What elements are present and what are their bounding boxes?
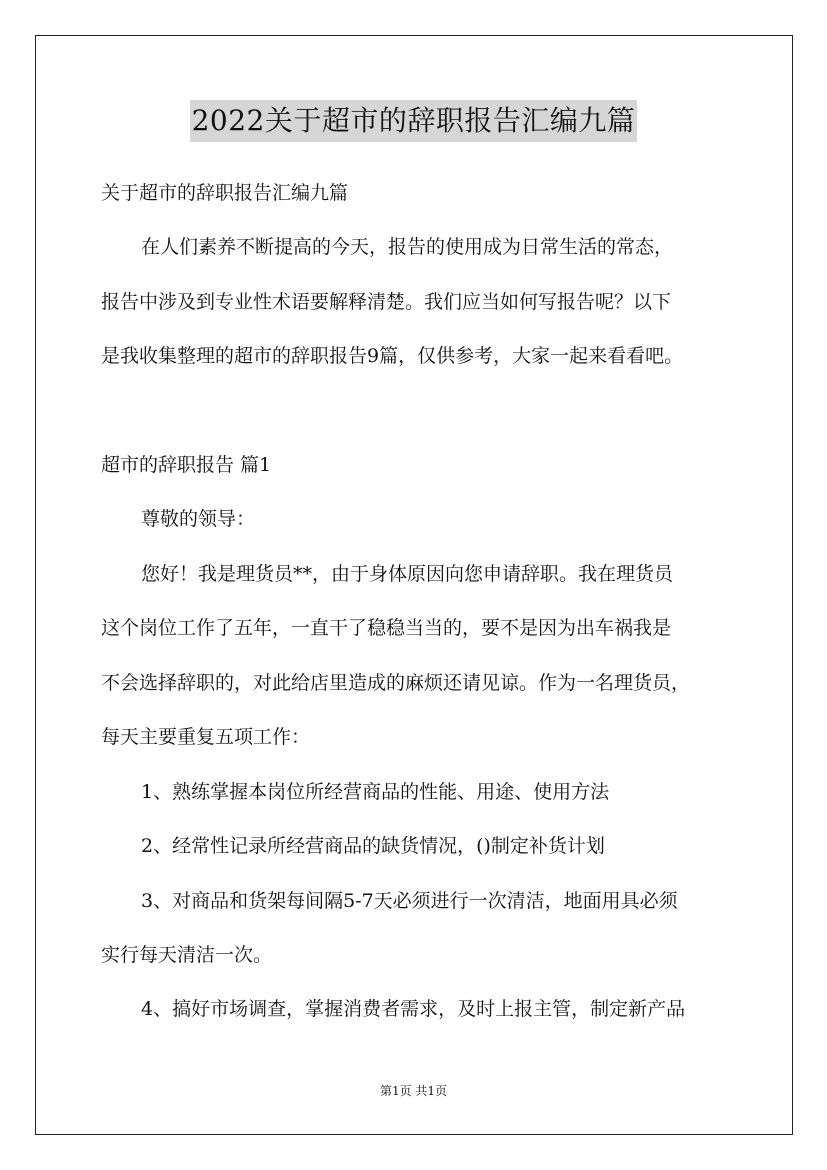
paragraph-line-3: 不会选择辞职的，对此给店里造成的麻烦还请见谅。作为一名理货员， (101, 672, 691, 694)
paragraph-line-2: 这个岗位工作了五年，一直干了稳稳当当的，要不是因为出车祸我是 (101, 617, 672, 639)
intro-line-2: 报告中涉及到专业性术语要解释清楚。我们应当如何写报告呢？以下 (101, 291, 672, 313)
subtitle: 关于超市的辞职报告汇编九篇 (101, 182, 349, 204)
salutation: 尊敬的领导： (141, 508, 256, 530)
intro-line-1: 在人们素养不断提高的今天，报告的使用成为日常生活的常态， (141, 236, 674, 258)
section-heading: 超市的辞职报告 篇1 (101, 454, 272, 476)
list-item-3-line-1: 3、对商品和货架每间隔5-7天必须进行一次清洁，地面用具必须 (141, 890, 678, 912)
paragraph-line-4: 每天主要重复五项工作： (101, 726, 311, 748)
list-item-1: 1、熟练掌握本岗位所经营商品的性能、用途、使用方法 (141, 781, 610, 803)
intro-line-3: 是我收集整理的超市的辞职报告9篇，仅供参考，大家一起来看看吧。 (101, 345, 684, 367)
page-footer: 第1页 共1页 (379, 1084, 448, 1098)
list-item-3-line-2: 实行每天清洁一次。 (101, 944, 273, 966)
list-item-4: 4、搞好市场调查，掌握消费者需求，及时上报主管，制定新产品 (141, 998, 686, 1020)
document-title: 2022关于超市的辞职报告汇编九篇 (190, 100, 638, 142)
paragraph-line-1: 您好！我是理货员**，由于身体原因向您申请辞职。我在理货员 (141, 563, 674, 585)
list-item-2: 2、经常性记录所经营商品的缺货情况，()制定补货计划 (141, 835, 605, 857)
title-container (0, 100, 827, 142)
